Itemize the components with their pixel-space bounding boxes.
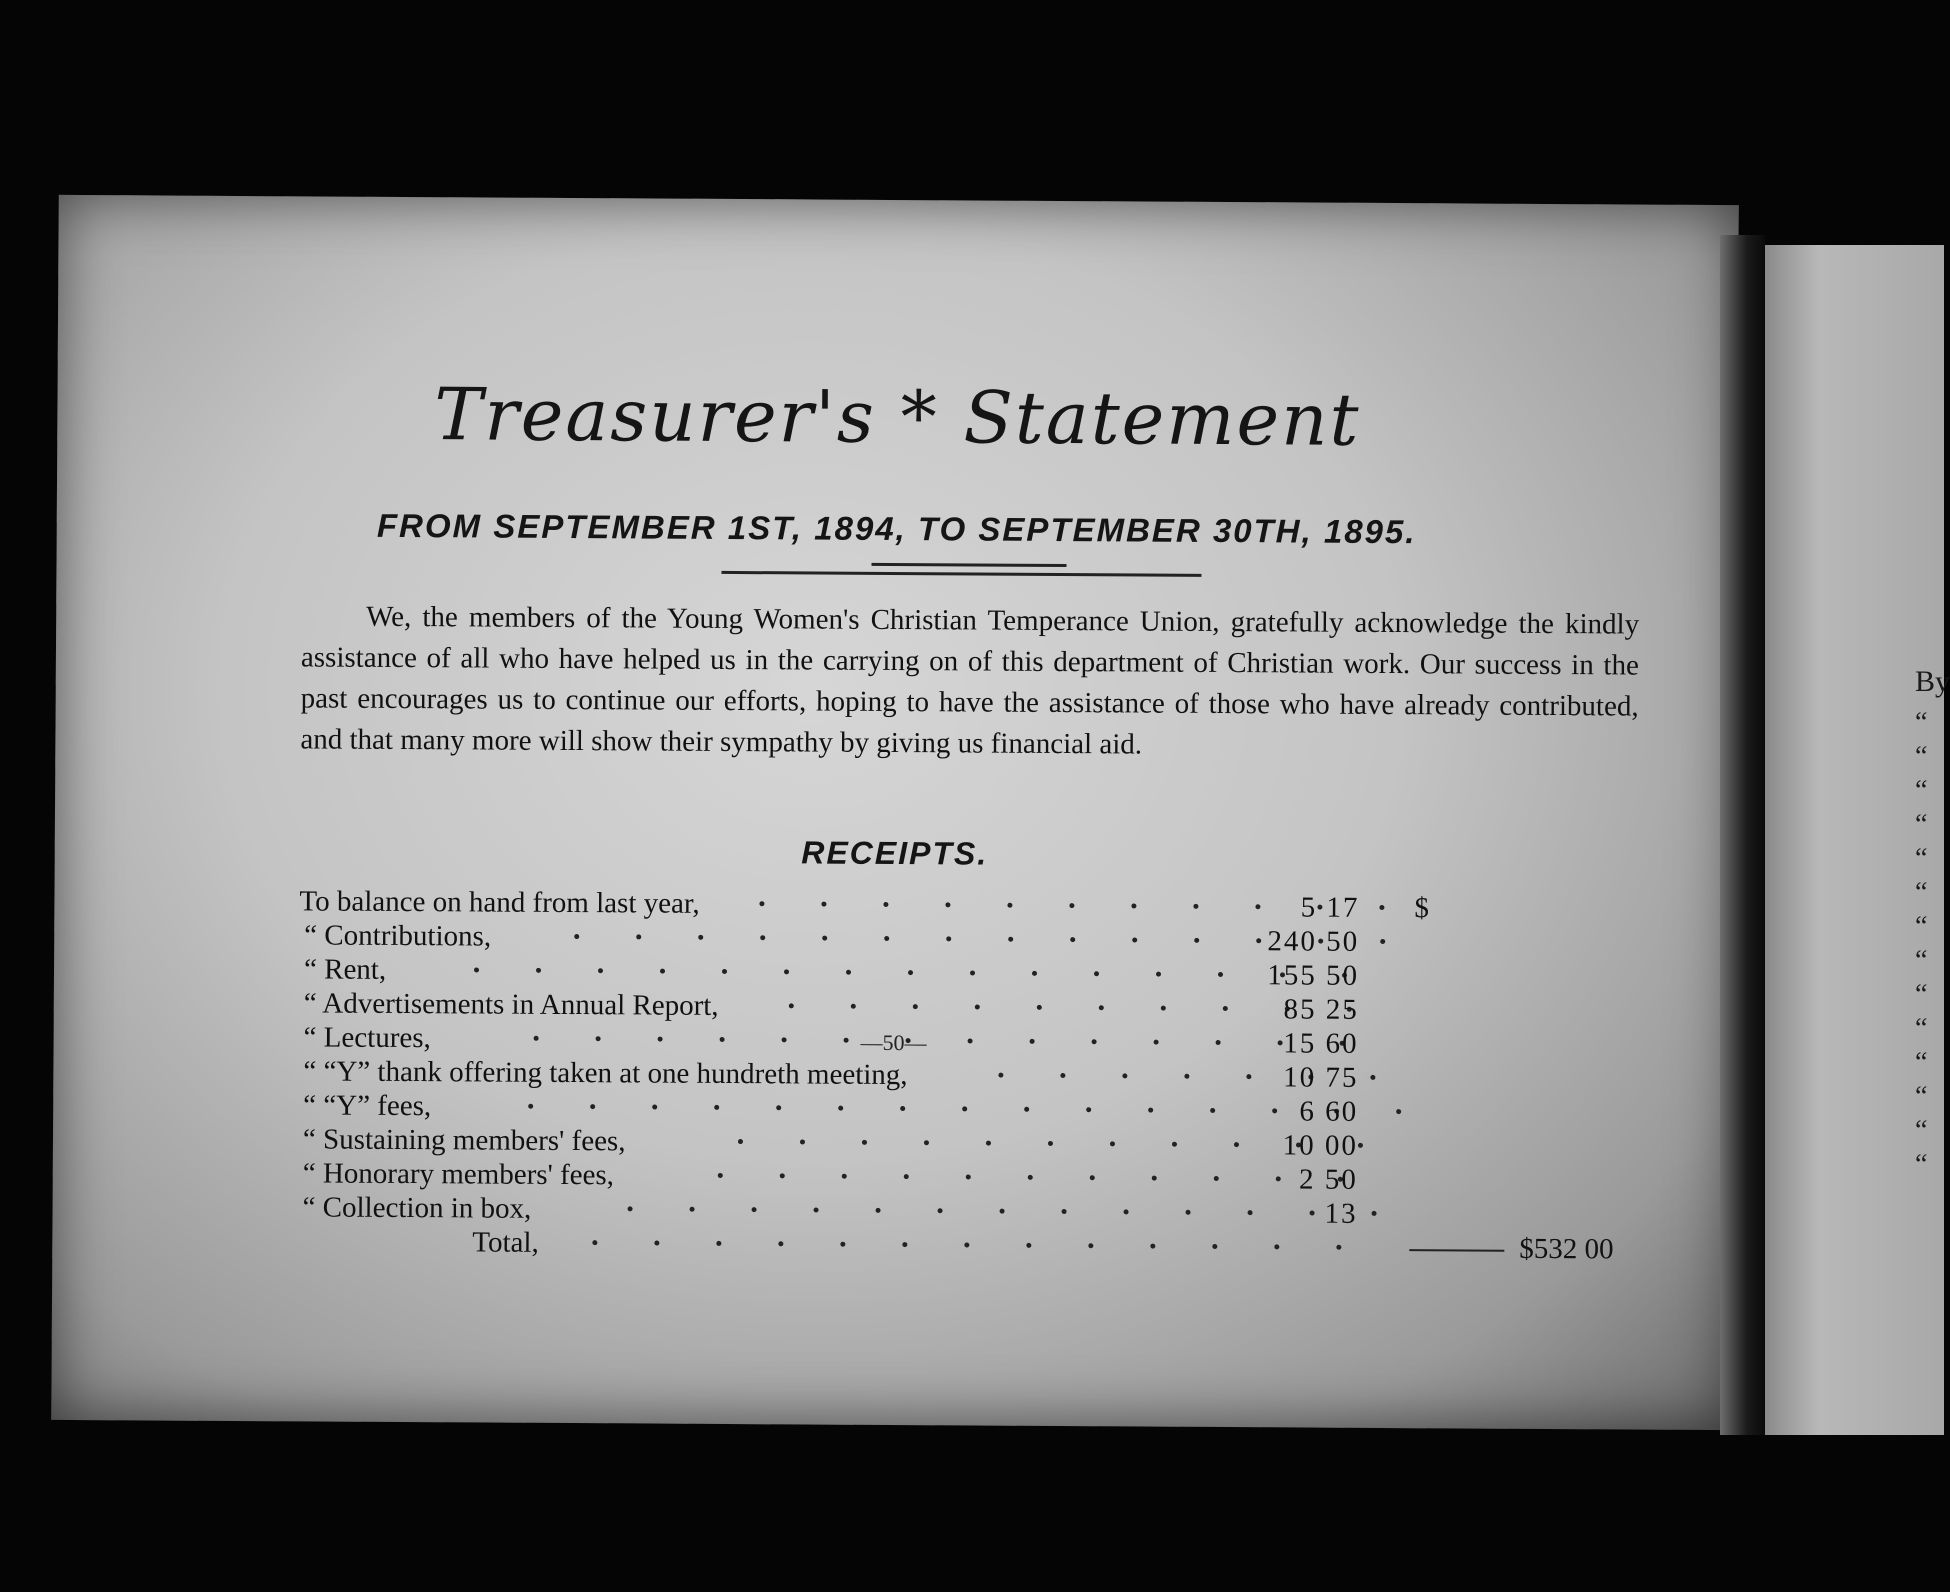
leader-dot — [1256, 938, 1261, 943]
receipts-table — [297, 884, 1629, 1266]
leader-dot — [690, 1207, 695, 1212]
facing-ditto-mark: “ — [1915, 979, 1928, 1010]
receipt-label: “ Collection in box, — [302, 1191, 532, 1225]
leader-dot — [1094, 971, 1099, 976]
leader-dot — [1048, 1141, 1053, 1146]
leader-dot — [975, 1004, 980, 1009]
leader-dot — [822, 936, 827, 941]
leader-dot — [1276, 1176, 1281, 1181]
leader-dot — [1234, 1142, 1239, 1147]
receipt-amount: 155 50 — [1267, 959, 1360, 992]
intro-paragraph: We, the members of the Young Women's Christian Temperance Union, gratefully acknowledge the kindly assistance of all who have helped us in the carrying on of this department of Christian work. Our success in the past encourages us to continue our efforts, hoping to have the assistance of those who have already contributed, and that many more will show their sympathy by giving us financial aid. — [300, 600, 1640, 761]
leader-dot — [780, 1173, 785, 1178]
leader-dot — [1132, 937, 1137, 942]
leader-dot — [1062, 1209, 1067, 1214]
receipt-amount: 13 — [1324, 1197, 1358, 1230]
leader-dot — [846, 970, 851, 975]
leader-dot — [1380, 939, 1385, 944]
leader-dot — [1099, 1005, 1104, 1010]
total-rule — [1409, 1249, 1504, 1252]
facing-ditto-mark: “ — [1915, 775, 1928, 806]
leader-dot — [598, 968, 603, 973]
leader-dot — [654, 1241, 659, 1246]
receipts-heading: RECEIPTS. — [801, 834, 989, 872]
leader-dot — [1069, 903, 1074, 908]
receipt-label: “ Contributions, — [304, 919, 492, 953]
leader-dot — [821, 902, 826, 907]
leader-dot — [814, 1208, 819, 1213]
leader-dot — [1008, 937, 1013, 942]
leader-dot — [698, 935, 703, 940]
receipt-label: “ “Y” fees, — [303, 1089, 432, 1123]
leader-dot — [660, 969, 665, 974]
leader-dot — [760, 935, 765, 940]
total-amount: $532 00 — [1519, 1232, 1614, 1266]
leader-dot — [1370, 1075, 1375, 1080]
receipt-label: “ Lectures, — [303, 1021, 431, 1055]
leader-dot — [862, 1140, 867, 1145]
leader-dot — [474, 967, 479, 972]
receipt-amount: 85 25 — [1283, 993, 1359, 1026]
leader-dot — [789, 1003, 794, 1008]
facing-ditto-mark: “ — [1915, 1047, 1928, 1078]
leader-dot — [1088, 1243, 1093, 1248]
leader-dot — [1310, 1211, 1315, 1216]
facing-ditto-mark: “ — [1915, 1013, 1928, 1044]
leader-dot — [776, 1105, 781, 1110]
leader-dot — [902, 1242, 907, 1247]
leader-dot — [1272, 1108, 1277, 1113]
leader-dot — [1210, 1108, 1215, 1113]
leader-dot — [722, 969, 727, 974]
leader-dot — [970, 970, 975, 975]
leader-dot — [840, 1242, 845, 1247]
leader-dot — [938, 1208, 943, 1213]
receipt-label: “ Honorary members' fees, — [302, 1157, 615, 1192]
leader-dot — [1336, 1245, 1341, 1250]
leader-dot — [876, 1208, 881, 1213]
leader-dot — [1372, 1211, 1377, 1216]
document-title: Treasurer's * Statement — [434, 372, 1361, 462]
leader-dot — [1186, 1210, 1191, 1215]
leader-dot — [574, 934, 579, 939]
leader-dot — [1379, 905, 1384, 910]
facing-ditto-mark: “ — [1915, 1081, 1928, 1112]
leader-dot — [998, 1073, 1003, 1078]
leader-dot — [718, 1173, 723, 1178]
leader-dot — [1172, 1142, 1177, 1147]
leader-dot — [1024, 1107, 1029, 1112]
leader-dot — [1086, 1107, 1091, 1112]
facing-ditto-mark: “ — [1915, 809, 1928, 840]
leader-dot — [1124, 1209, 1129, 1214]
leader-dot — [1218, 972, 1223, 977]
leader-dot — [1223, 1006, 1228, 1011]
leader-dot — [628, 1206, 633, 1211]
leader-dot — [962, 1106, 967, 1111]
facing-ditto-mark: “ — [1915, 707, 1928, 738]
receipt-label: “ Rent, — [303, 953, 387, 986]
receipt-label: “ “Y” thank offering taken at one hundreth meeting, — [303, 1055, 908, 1092]
leader-dot — [900, 1106, 905, 1111]
receipt-label: To balance on hand from last year, — [299, 885, 700, 920]
facing-ditto-mark: “ — [1915, 877, 1928, 908]
leader-dot — [1396, 1109, 1401, 1114]
leader-dot — [851, 1004, 856, 1009]
leader-dot — [636, 934, 641, 939]
leader-dot — [842, 1174, 847, 1179]
title-rule-short — [872, 563, 1067, 567]
page-number: —50— — [860, 1029, 927, 1056]
leader-dot — [1214, 1176, 1219, 1181]
receipt-amount: 5 17 — [1300, 891, 1360, 924]
facing-by-label: By — [1915, 665, 1950, 698]
facing-ditto-mark: “ — [1915, 1149, 1928, 1180]
leader-dot — [1110, 1141, 1115, 1146]
leader-dot — [1152, 1176, 1157, 1181]
leader-dot — [964, 1242, 969, 1247]
leader-dot — [1161, 1006, 1166, 1011]
leader-dot — [714, 1105, 719, 1110]
facing-ditto-mark: “ — [1915, 1115, 1928, 1146]
leader-dot — [759, 901, 764, 906]
leader-dot — [1193, 904, 1198, 909]
dollar-sign: $ — [1414, 892, 1430, 925]
leader-dot — [1184, 1074, 1189, 1079]
leader-dot — [752, 1207, 757, 1212]
leader-dot — [908, 970, 913, 975]
receipt-amount: 6 60 — [1299, 1095, 1359, 1128]
leader-dot — [778, 1241, 783, 1246]
leader-dot — [884, 936, 889, 941]
total-row — [297, 1224, 1627, 1266]
leader-dot — [1150, 1244, 1155, 1249]
leader-dot — [1122, 1073, 1127, 1078]
leader-dot — [1037, 1005, 1042, 1010]
leader-dot — [1131, 903, 1136, 908]
receipt-amount: 15 60 — [1283, 1027, 1359, 1060]
leader-dot — [592, 1240, 597, 1245]
leader-dot — [1028, 1175, 1033, 1180]
leader-dot — [1358, 1143, 1363, 1148]
receipt-amount: 2 50 — [1298, 1163, 1358, 1196]
leader-dot — [946, 936, 951, 941]
leader-dot — [1007, 903, 1012, 908]
leader-dot — [1156, 972, 1161, 977]
leader-dot — [986, 1141, 991, 1146]
receipt-amount: 10 75 — [1283, 1061, 1359, 1094]
leader-dot — [1090, 1175, 1095, 1180]
leader-dot — [1255, 904, 1260, 909]
leader-dot — [945, 902, 950, 907]
facing-ditto-mark: “ — [1915, 945, 1928, 976]
document-page — [51, 195, 1738, 1430]
leader-dot — [1194, 938, 1199, 943]
leader-dot — [652, 1105, 657, 1110]
receipt-amount: 10 00 — [1282, 1129, 1359, 1162]
leader-dot — [536, 968, 541, 973]
date-range-subtitle: FROM SEPTEMBER 1ST, 1894, TO SEPTEMBER 30TH, 1895. — [376, 506, 1417, 551]
leader-dot — [738, 1139, 743, 1144]
leader-dot — [1274, 1244, 1279, 1249]
facing-ditto-mark: “ — [1915, 741, 1928, 772]
leader-dot — [1070, 937, 1075, 942]
leader-dot — [924, 1140, 929, 1145]
total-label: Total, — [472, 1226, 539, 1259]
leader-dot — [838, 1106, 843, 1111]
leader-dot — [1032, 971, 1037, 976]
leader-dot — [1212, 1244, 1217, 1249]
receipt-label: “ Sustaining members' fees, — [302, 1123, 626, 1158]
leader-dot — [1026, 1243, 1031, 1248]
receipt-amount: 240 50 — [1267, 925, 1360, 958]
receipt-label: “ Advertisements in Annual Report, — [303, 987, 719, 1022]
leader-dot — [966, 1174, 971, 1179]
title-rule-long — [721, 571, 1201, 577]
leader-dot — [1248, 1210, 1253, 1215]
leader-dot — [1148, 1108, 1153, 1113]
leader-dot — [1246, 1074, 1251, 1079]
leader-dot — [913, 1004, 918, 1009]
facing-ditto-mark: “ — [1915, 843, 1928, 874]
leader-dot — [784, 969, 789, 974]
leader-dot — [716, 1241, 721, 1246]
leader-dot — [528, 1104, 533, 1109]
leader-dot — [904, 1174, 909, 1179]
book-gutter — [1720, 235, 1765, 1435]
leader-dot — [883, 902, 888, 907]
facing-page — [1765, 245, 1950, 1435]
leader-dot — [590, 1104, 595, 1109]
leader-dot — [1000, 1209, 1005, 1214]
facing-ditto-mark: “ — [1915, 911, 1928, 942]
leader-dot — [800, 1139, 805, 1144]
leader-dot — [1060, 1073, 1065, 1078]
